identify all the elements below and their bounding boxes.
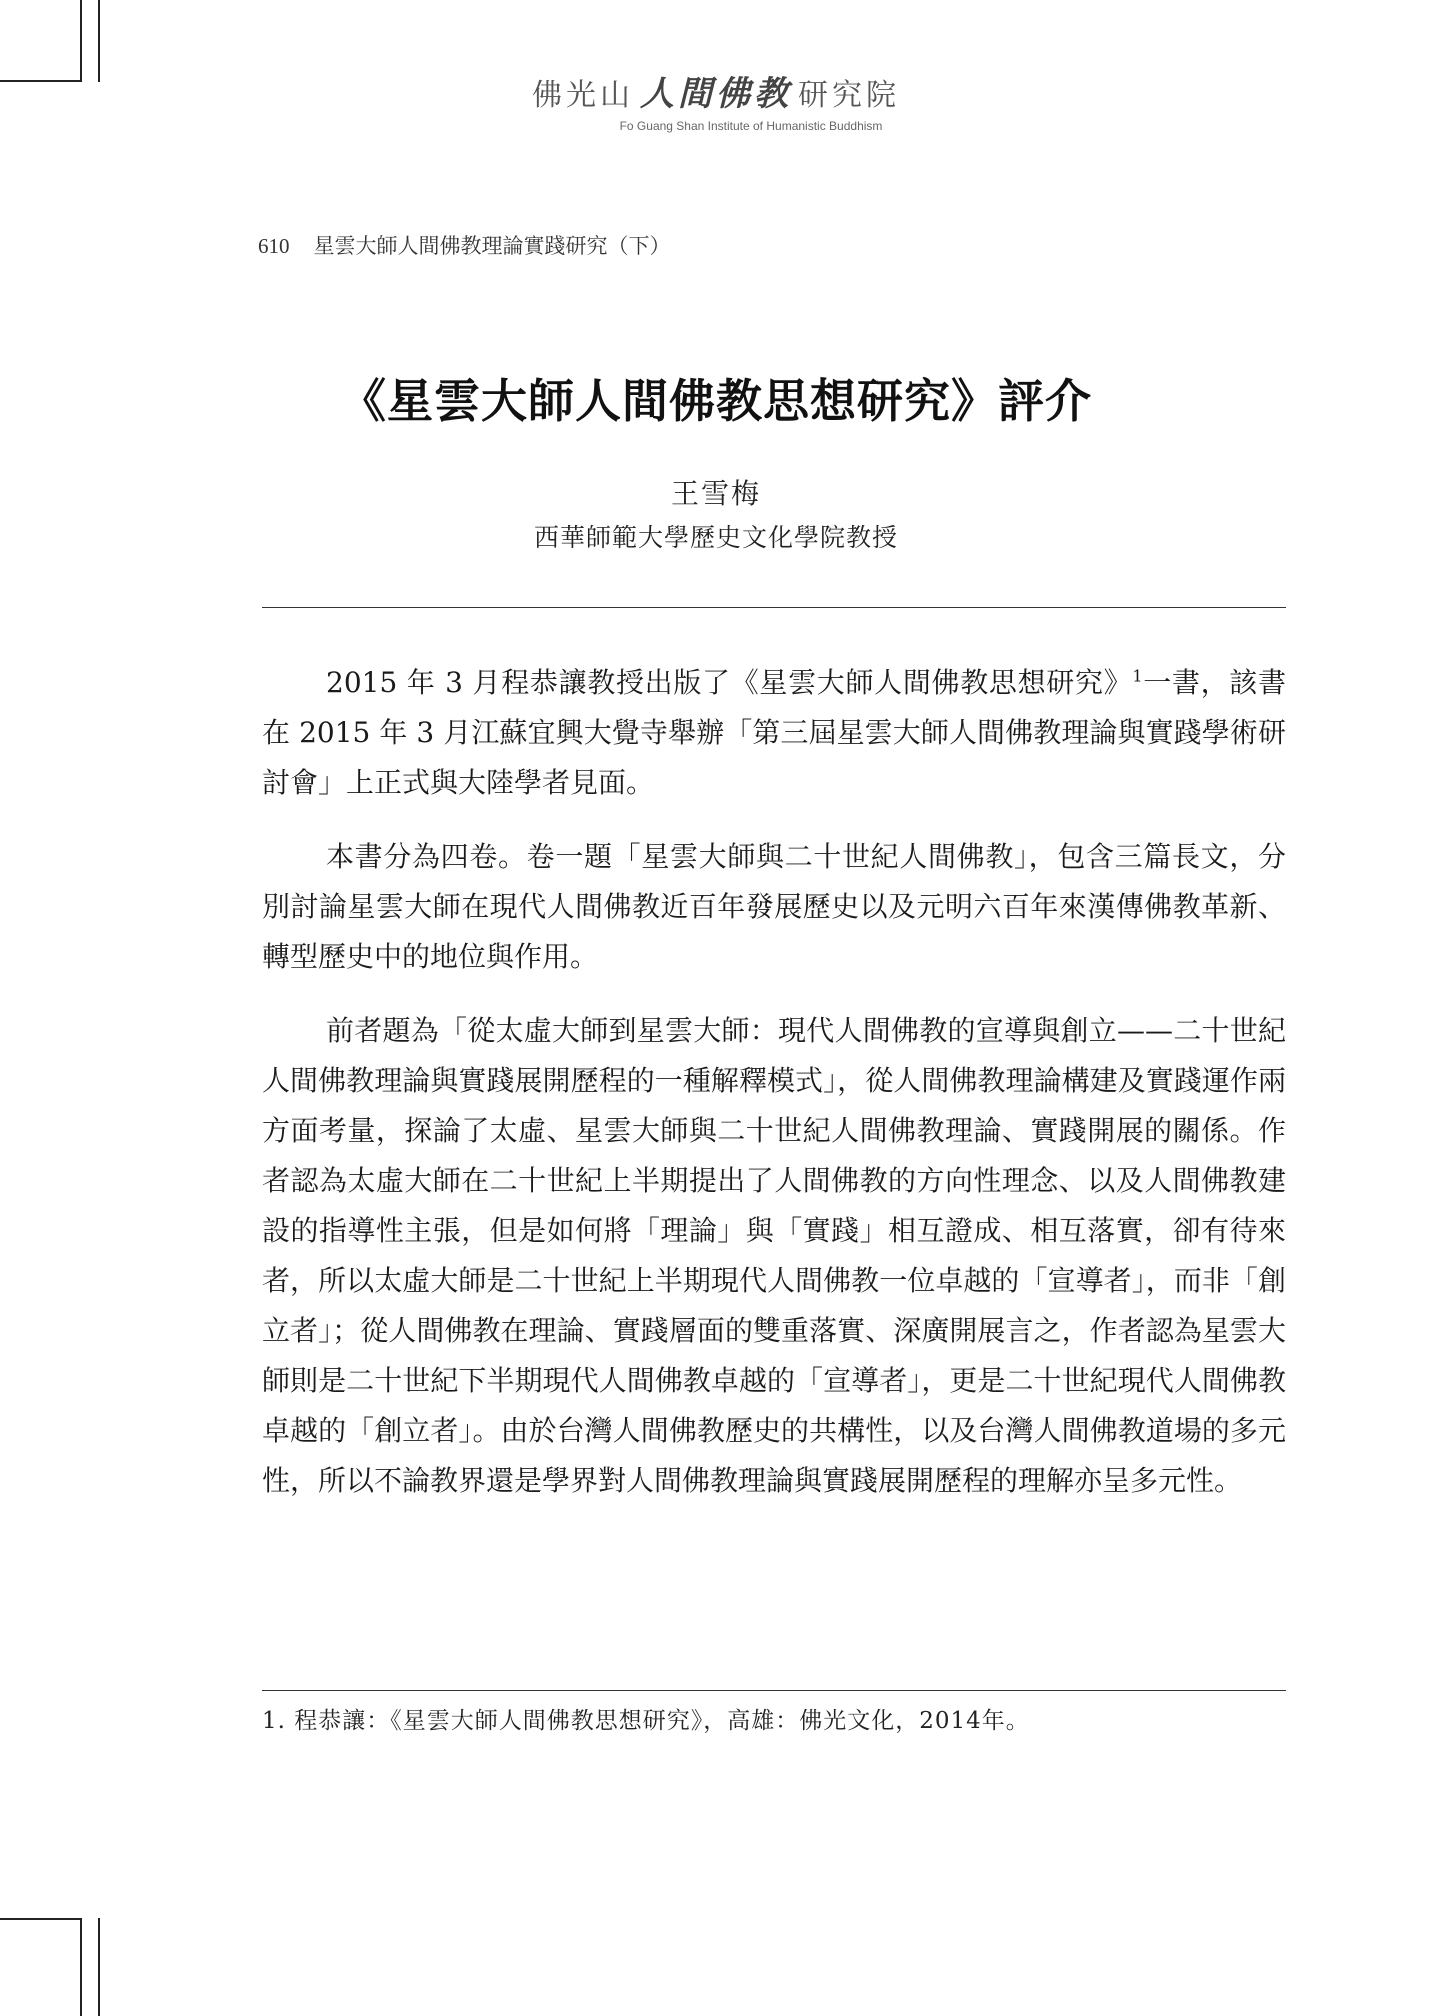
crop-mark (80, 1918, 82, 2016)
institute-header (0, 66, 1432, 133)
title-divider (262, 607, 1286, 608)
institute-name-english: Fo Guang Shan Institute of Humanistic Buddhism (619, 119, 883, 133)
crop-mark (0, 1918, 80, 1920)
institute-name-pre: 佛光山 (532, 78, 634, 113)
institute-logo-text (0, 66, 1432, 115)
running-head (258, 230, 671, 260)
crop-mark (98, 1918, 100, 2016)
paragraph-text: 2015 年 3 月程恭讓教授出版了《星雲大師人間佛教思想研究》 (326, 666, 1133, 699)
page-number: 610 (258, 234, 290, 258)
article-body (262, 658, 1286, 1530)
paragraph (262, 658, 1286, 808)
article-title: 《星雲大師人間佛教思想研究》評介 (340, 374, 1092, 428)
author-name: 王雪梅 (670, 477, 761, 510)
footnote-ref[interactable]: 1 (1132, 666, 1143, 686)
institute-name-post: 研究院 (798, 78, 900, 113)
institute-name-brush: 人間佛教 (640, 74, 792, 114)
paragraph: 前者題為「從太虛大師到星雲大師：現代人間佛教的宣導與創立——二十世紀人間佛教理論與實踐展開歷程的一種解釋模式」，從人間佛教理論構建及實踐運作兩方面考量，探論了太虛、星雲大師與二十世紀人間佛教理論、實踐開展的關係。作者認為太虛大師在二十世紀上半期提出了人間佛教的方向性理念、以及人間佛教建設的指導性主張，但是如何將「理論」與「實踐」相互證成、相互落實，卻有待來者，所以太虛大師是二十世紀上半期現代人間佛教一位卓越的「宣導者」，而非「創立者」；從人間佛教在理論、實踐層面的雙重落實、深廣開展言之，作者認為星雲大師則是二十世紀下半期現代人間佛教卓越的「宣導者」，更是二十世紀現代人間佛教卓越的「創立者」。由於台灣人間佛教歷史的共構性，以及台灣人間佛教道場的多元性，所以不論教界還是學界對人間佛教理論與實踐展開歷程的理解亦呈多元性。 (262, 1014, 1286, 1497)
paragraph-text: 一書，該書在 2015 年 3 月江蘇宜興大覺寺舉辦「第三屆星雲大師人間佛教理論與實踐學術研討會」上正式與大陸學者見面。 (262, 666, 1286, 799)
footnote-divider (262, 1690, 1286, 1691)
paragraph: 本書分為四卷。卷一題「星雲大師與二十世紀人間佛教」，包含三篇長文，分別討論星雲大師在現代人間佛教近百年發展歷史以及元明六百年來漢傳佛教革新、轉型歷史中的地位與作用。 (262, 840, 1286, 973)
author-affiliation: 西華師範大學歷史文化學院教授 (533, 523, 898, 552)
book-title: 星雲大師人間佛教理論實踐研究（下） (313, 234, 671, 258)
footnote: 1. 程恭讓：《星雲大師人間佛教思想研究》，高雄：佛光文化，2014年。 (262, 1708, 1030, 1734)
